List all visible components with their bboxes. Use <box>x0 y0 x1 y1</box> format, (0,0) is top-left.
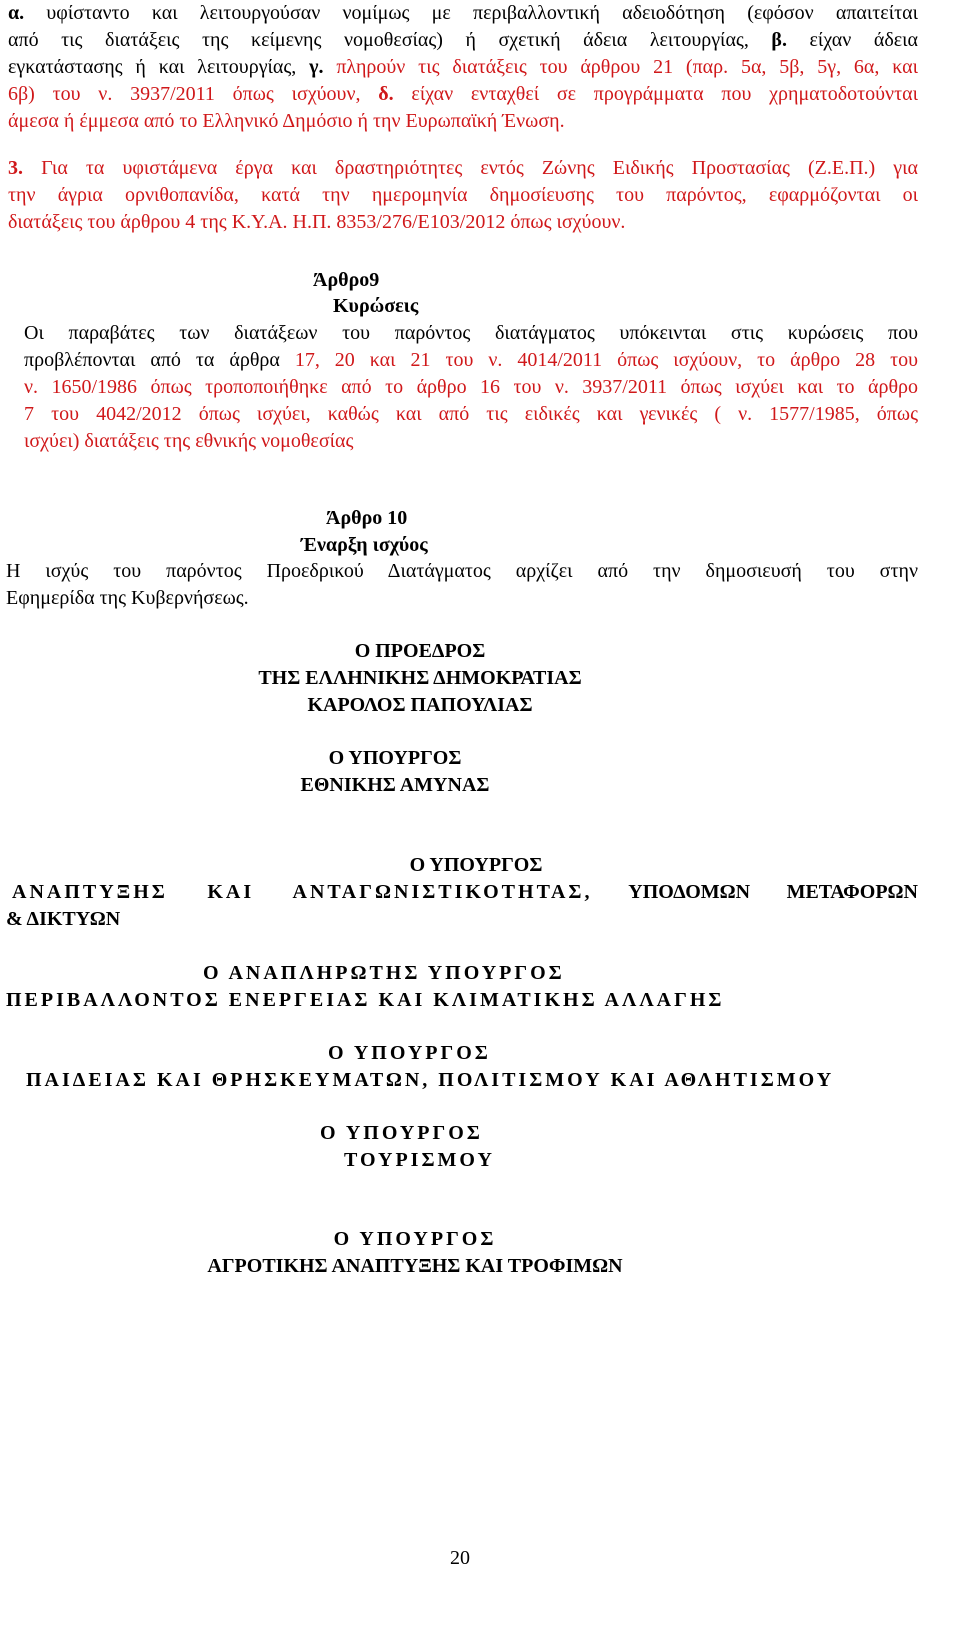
text-line: διατάξεις του άρθρου 4 της Κ.Υ.Α. Η.Π. 8353/276/Ε103/2012 όπως ισχύουν. <box>8 211 626 233</box>
signature-line: ΠΑΙΔΕΙΑΣ ΚΑΙ ΘΡΗΣΚΕΥΜΑΤΩΝ, ΠΟΛΙΤΙΣΜΟΥ ΚΑΙ ΑΘΛΗΤΙΣΜΟΥ <box>26 1069 835 1091</box>
signature-line: ΚΑΡΟΛΟΣ ΠΑΠΟΥΛΙΑΣ <box>307 694 533 716</box>
article-9-title: Κυρώσεις <box>333 295 419 317</box>
text-line: ν. 1650/1986 όπως τροποποιήθηκε από το άρθρο 16 του ν. 3937/2011 όπως ισχύει και το άρθρο <box>24 376 918 398</box>
signature-defence-minister <box>220 745 570 799</box>
text-line: Η ισχύς του παρόντος Προεδρικού Διατάγματος αρχίζει από την δημοσιευσή του στην <box>6 560 918 582</box>
text-line: 3. Για τα υφιστάμενα έργα και δραστηριότητες εντός Ζώνης Ειδικής Προστασίας (Ζ.Ε.Π.) για <box>8 157 918 179</box>
text-line: από τις διατάξεις της κείμενης νομοθεσίας) ή σχετική άδεια λειτουργίας, β. είχαν άδεια <box>8 29 918 51</box>
signature-line: Ο ΥΠΟΥΡΓΟΣ <box>328 747 462 769</box>
signature-tourism-minister <box>320 1120 620 1174</box>
text-line: προβλέπονται από τα άρθρα 17, 20 και 21 του ν. 4014/2011 όπως ισχύουν, το άρθρο 28 του <box>24 349 919 371</box>
article-10-heading: Άρθρο 10 <box>326 507 408 529</box>
amended-text: 17, 20 και 21 του ν. 4014/2011 όπως ισχύουν, το άρθρο 28 του <box>279 349 919 371</box>
signature-line: ΑΓΡΟΤΙΚΗΣ ΑΝΑΠΤΥΞΗΣ ΚΑΙ ΤΡΟΦΙΜΩΝ <box>207 1255 623 1277</box>
signature-development-minister <box>6 852 918 933</box>
signature-line: Ο ΥΠΟΥΡΓΟΣ <box>328 1042 491 1064</box>
signature-line: Ο ΠΡΟΕΔΡΟΣ <box>354 640 486 662</box>
signature-line: Ο ΥΠΟΥΡΓΟΣ <box>333 1228 497 1250</box>
signature-agriculture-minister <box>160 1226 670 1280</box>
item-marker-alpha: α. <box>8 2 25 24</box>
text-line: 7 του 4042/2012 όπως ισχύει, καθώς και από τις ειδικές και γενικές ( ν. 1577/1985, όπως <box>24 403 918 425</box>
signature-line: ΑΝΑΠΤΥΞΗΣ ΚΑΙ ΑΝΤΑΓΩΝΙΣΤΙΚΟΤΗΤΑΣ, ΥΠΟΔΟΜΩΝ ΜΕΤΑΦΟΡΩΝ <box>12 881 918 903</box>
signature-line: & ΔΙΚΤΥΩΝ <box>6 908 121 930</box>
conditions-paragraph <box>8 0 918 135</box>
article-9-heading: Άρθρο9 <box>313 269 380 291</box>
article-10-body <box>6 558 918 612</box>
signature-line: Ο ΑΝΑΠΛΗΡΩΤΗΣ ΥΠΟΥΡΓΟΣ <box>203 962 565 984</box>
item-marker-delta: δ. <box>378 83 394 105</box>
page-number: 20 <box>450 1547 470 1569</box>
item-marker-gamma: γ. <box>309 56 324 78</box>
text-line: ισχύει) διατάξεις της εθνικής νομοθεσίας <box>24 430 354 452</box>
signature-education-minister <box>26 1040 918 1094</box>
signature-line: ΤΗΣ ΕΛΛΗΝΙΚΗΣ ΔΗΜΟΚΡΑΤΙΑΣ <box>258 667 582 689</box>
text-line: 6β) του ν. 3937/2011 όπως ισχύουν, δ. είχαν ενταχθεί σε προγράμματα που χρηματοδοτούνται <box>8 83 918 105</box>
text-line: εγκατάστασης ή και λειτουργίας, γ. πληρούν τις διατάξεις του άρθρου 21 (παρ. 5α, 5β, 5γ, 6α, και <box>8 56 918 78</box>
text-line: Εφημερίδα της Κυβερνήσεως. <box>6 587 249 609</box>
signature-environment-deputy-minister <box>6 960 918 1014</box>
text-line: α. υφίσταντο και λειτουργούσαν νομίμως με περιβαλλοντική αδειοδότηση (εφόσον απαιτείται <box>8 2 918 24</box>
signature-line: Ο ΥΠΟΥΡΓΟΣ <box>409 854 543 876</box>
signature-line: ΕΘΝΙΚΗΣ ΑΜΥΝΑΣ <box>300 774 490 796</box>
article-10-title: Έναρξη ισχύος <box>301 534 428 556</box>
signature-president <box>220 638 620 719</box>
signature-line: ΠΕΡΙΒΑΛΛΟΝΤΟΣ ΕΝΕΡΓΕΙΑΣ ΚΑΙ ΚΛΙΜΑΤΙΚΗΣ ΑΛΛΑΓΗΣ <box>6 989 725 1011</box>
text-line: Οι παραβάτες των διατάξεων του παρόντος διατάγματος υπόκεινται στις κυρώσεις που <box>24 322 918 344</box>
paragraph-number: 3. <box>8 157 23 179</box>
amended-text: πληρούν τις διατάξεις του άρθρου 21 (παρ. 5α, 5β, 5γ, 6α, και <box>323 56 918 78</box>
zone-paragraph <box>8 155 918 236</box>
signature-line: ΤΟΥΡΙΣΜΟΥ <box>344 1149 495 1171</box>
article-9-body <box>24 320 918 455</box>
text-line: την άγρια ορνιθοπανίδα, κατά την ημερομηνία δημοσίευσης του παρόντος, εφαρμόζονται οι <box>8 184 918 206</box>
text-line: άμεσα ή έμμεσα από το Ελληνικό Δημόσιο ή την Ευρωπαϊκή Ένωση. <box>8 110 565 132</box>
item-marker-beta: β. <box>771 29 787 51</box>
signature-line: Ο ΥΠΟΥΡΓΟΣ <box>320 1122 483 1144</box>
